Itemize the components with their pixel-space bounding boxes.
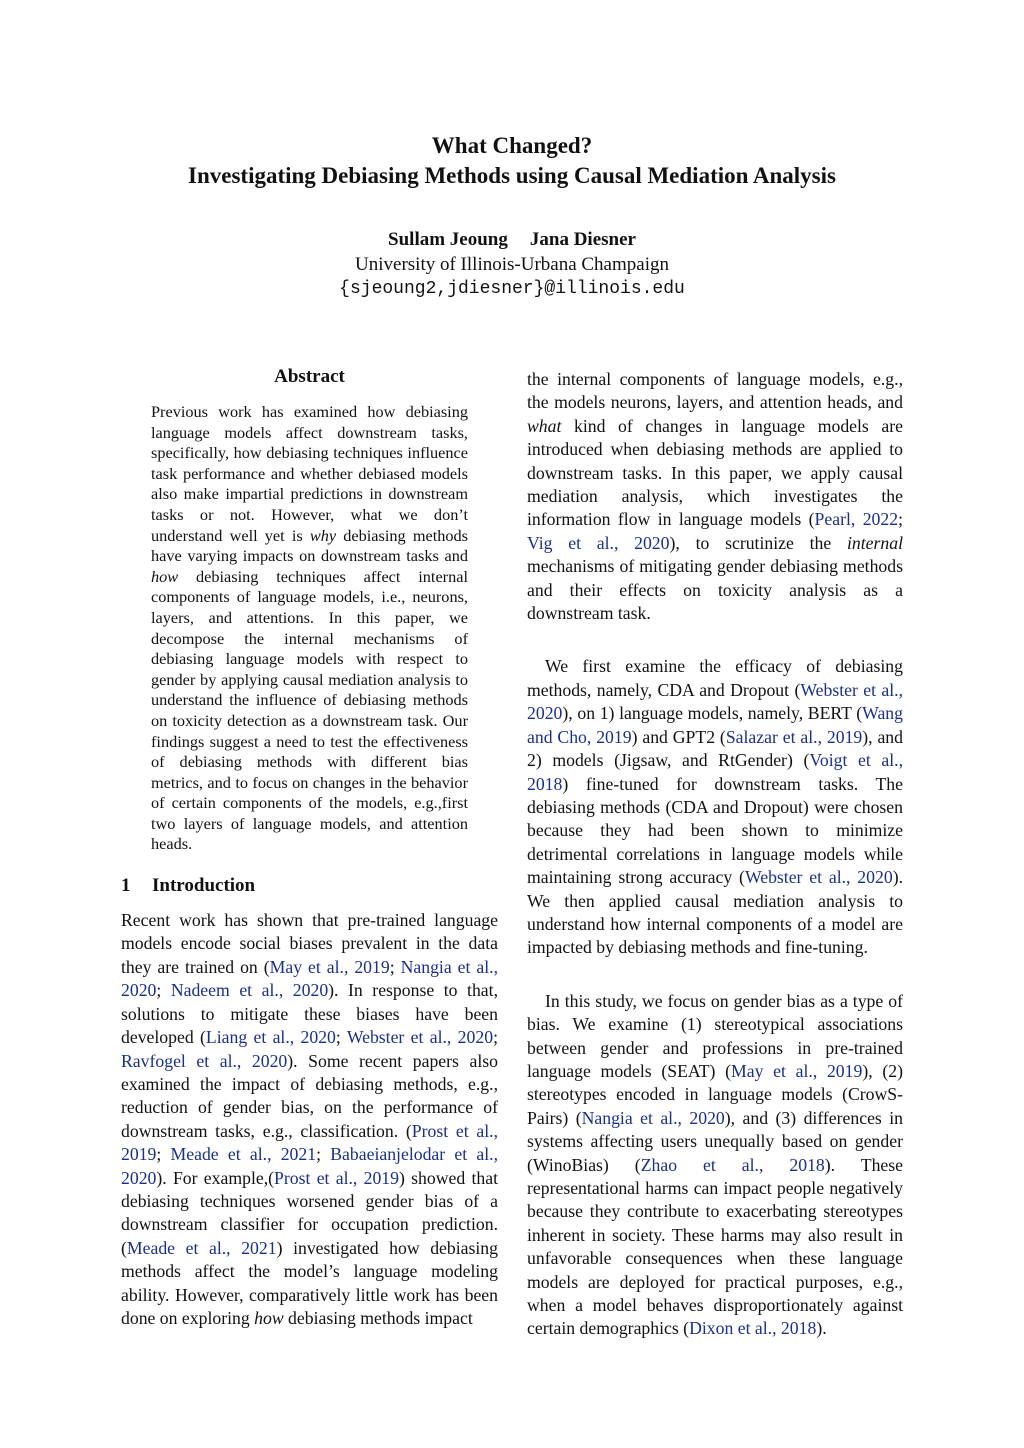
author-block [0,227,1024,302]
citation-link[interactable]: Ravfogel et al., 2020 [121,1050,288,1071]
intro-paragraph-3: In this study, we focus on gender bias as a type of bias. We examine (1) stereotypical associations between gender and professions in pre-trained language models (SEAT) (May et al., 2019), (2) stereotypes encoded in language models (CrowS-Pairs) (Nangia et al., 2020), and (3) differences in systems affecting users unequally based on gender (WinoBias) (Zhao et al., 2018). These representational harms can impact people negatively because they contribute to exacerbating stereotypes inherent in society. These harms may also result in unfavorable consequences when these language models are deployed for practical purposes, e.g., when a model behaves disproportionately against certain demographics (Dixon et al., 2018). [527,990,904,1339]
affiliation: University of Illinois-Urbana Champaign [355,254,669,275]
citation-link[interactable]: Meade et al., 2021 [170,1144,317,1165]
section-heading-introduction [121,875,498,897]
citation-link[interactable]: May et al., 2019 [731,1060,863,1081]
intro-paragraph-1: Recent work has shown that pre-trained language models encode social biases prevalent in the data they are trained on (May et al., 2019; Nangia et al., 2020; Nadeem et al., 2020). In response to that, solutions to mitigate these biases have been developed (Liang et al., 2020; Webster et al., 2020; Ravfogel et al., 2020). Some recent papers also examined the impact of debiasing methods, e.g., reduction of gender bias, on the performance of downstream tasks, e.g., classification. (Prost et al., 2019; Meade et al., 2021; Babaeianjelodar et al., 2020). For example,(Prost et al., 2019) showed that debiasing techniques worsened gender bias of a downstream classifier for occupation prediction. (Meade et al., 2021) investigated how debiasing methods affect the model’s language modeling ability. However, comparatively little work has been done on exploring how debiasing methods impact [121,910,499,1328]
citation-link[interactable]: Webster et al., 2020 [744,867,893,888]
citation-link[interactable]: Voigt et al., 2018 [527,750,903,794]
author-names [0,227,1024,252]
citation-link[interactable]: Nangia et al., 2020 [581,1107,725,1128]
intro-body-left [121,909,498,1330]
citation-link[interactable]: Liang et al., 2020 [205,1027,336,1048]
citation-link[interactable]: Nadeem et al., 2020 [170,980,329,1001]
abstract-body [151,402,468,855]
citation-link[interactable]: Nangia et al., 2020 [121,956,499,1001]
email: {sjeoung2,jdiesner}@illinois.edu [339,279,685,299]
author-name: Jana Diesner [529,229,636,250]
citation-link[interactable]: Webster et al., 2020 [527,679,903,724]
intro-paragraph-1-continued: the internal components of language models, e.g., the models neurons, layers, and attention heads, and what kind of changes in language models are introduced when debiasing methods are applied to downstream tasks. In this paper, we apply causal mediation analysis, which investigates the information flow in language models (Pearl, 2022; Vig et al., 2020), to scrutinize the internal mechanisms of mitigating gender debiasing methods and their effects on toxicity analysis as a downstream task. [527,369,903,624]
section-title: Introduction [152,875,256,897]
citation-link[interactable]: Zhao et al., 2018 [640,1154,825,1175]
citation-link[interactable]: Prost et al., 2019 [121,1120,498,1165]
citation-link[interactable]: Meade et al., 2021 [126,1237,277,1258]
abstract-paragraph: Previous work has examined how debiasing language models affect downstream tasks, specifically, how debiasing techniques influence task performance and whether debiased models also make impartial predictions in downstream tasks or not. However, what we don’t understand well yet is why debiasing methods have varying impacts on downstream tasks and how debiasing techniques affect internal components of language models, i.e., neurons, layers, and attentions. In this paper, we decompose the internal mechanisms of debiasing language models with respect to gender by applying causal mediation analysis to understand the influence of debiasing methods on toxicity detection as a downstream task. Our findings suggest a need to test the effectiveness of debiasing methods with different bias metrics, and to focus on changes in the behavior of certain components of the models, e.g.,first two layers of language models, and attention heads. [151,402,469,854]
abstract-heading: Abstract [274,366,345,387]
citation-link[interactable]: May et al., 2019 [269,956,390,977]
left-column [121,366,498,1330]
citation-link[interactable]: Salazar et al., 2019 [725,726,863,747]
paper-title [0,131,1024,191]
intro-paragraph-2: We first examine the efficacy of debiasing methods, namely, CDA and Dropout (Webster et al., 2020), on 1) language models, namely, BERT (Wang and Cho, 2019) and GPT2 (Salazar et al., 2019), and 2) models (Jigsaw, and RtGender) (Voigt et al., 2018) fine-tuned for downstream tasks. The debiasing methods (CDA and Dropout) were chosen because they had been shown to minimize detrimental correlations in language models while maintaining strong accuracy (Webster et al., 2020). We then applied causal mediation analysis to understand how internal components of a model are impacted by debiasing methods and fine-tuning. [527,656,903,958]
citation-link[interactable]: Vig et al., 2020 [527,532,670,553]
right-column [527,368,903,1341]
title-line-1: What Changed? [431,133,593,158]
title-line-2: Investigating Debiasing Methods using Causal Mediation Analysis [188,163,836,188]
citation-link[interactable]: Pearl, 2022 [814,509,899,530]
author-name: Sullam Jeoung [388,229,508,250]
citation-link[interactable]: Prost et al., 2019 [274,1167,399,1188]
citation-link[interactable]: Babaeianjelodar et al., 2020 [121,1144,498,1188]
citation-link[interactable]: Dixon et al., 2018 [689,1318,817,1339]
citation-link[interactable]: Webster et al., 2020 [346,1027,494,1048]
section-number: 1 [121,875,131,897]
citation-link[interactable]: Wang and Cho, 2019 [527,703,903,747]
